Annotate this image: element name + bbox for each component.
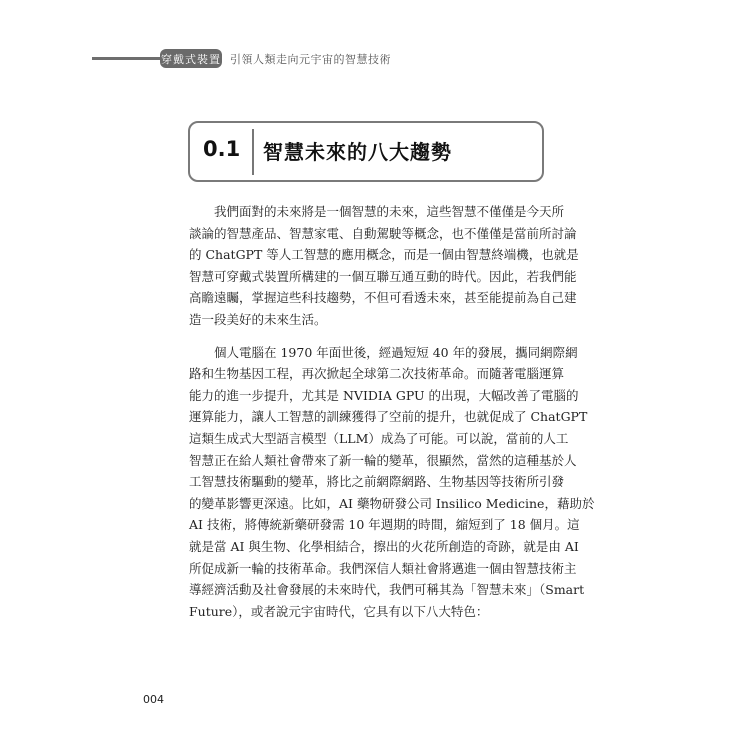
text-line: 的變革影響更深遠。比如，AI 藥物研發公司 Insilico Medicine，藉助於 xyxy=(189,495,595,511)
text-line: 智慧可穿戴式裝置所構建的一個互聯互通互動的時代。因此，若我們能 xyxy=(189,268,577,284)
text-line: AI 技術，將傳統新藥研發需 10 年週期的時間，縮短到了 18 個月。這 xyxy=(189,517,580,533)
section-title: 智慧未來的八大趨勢 xyxy=(263,140,452,164)
text-line: 這類生成式大型語言模型（LLM）成為了可能。可以說，當前的人工 xyxy=(189,430,569,446)
text-line: 個人電腦在 1970 年面世後，經過短短 40 年的發展，攜同網際網 xyxy=(214,344,578,360)
paragraph xyxy=(189,342,595,623)
paragraph xyxy=(189,201,579,331)
text-line: 能力的進一步提升，尤其是 NVIDIA GPU 的出現，大幅改善了電腦的 xyxy=(189,387,579,403)
running-header-title: 引領人類走向元宇宙的智慧技術 xyxy=(230,53,391,66)
text-line: Future），或者說元宇宙時代，它具有以下八大特色： xyxy=(189,603,489,619)
text-line: 運算能力，讓人工智慧的訓練獲得了空前的提升，也就促成了 ChatGPT xyxy=(189,409,588,425)
text-line: 我們面對的未來將是一個智慧的未來，這些智慧不僅僅是今天所 xyxy=(214,204,565,219)
text-line: 的 ChatGPT 等人工智慧的應用概念，而是一個由智慧終端機，也就是 xyxy=(189,247,579,263)
text-line: 談論的智慧產品、智慧家電、自動駕駛等概念，也不僅僅是當前所討論 xyxy=(189,225,577,241)
chapter-tab-label: 穿戴式裝置 xyxy=(161,52,221,66)
text-line: 所促成新一輪的技術革命。我們深信人類社會將邁進一個由智慧技術主 xyxy=(189,560,577,576)
text-line: 造一段美好的未來生活。 xyxy=(189,311,327,327)
text-line: 導經濟活動及社會發展的未來時代，我們可稱其為「智慧未來」（Smart xyxy=(189,582,585,598)
body-text xyxy=(189,201,595,622)
section-divider xyxy=(252,129,254,175)
text-line: 工智慧技術驅動的變革，將比之前網際網路、生物基因等技術所引發 xyxy=(189,474,565,490)
text-line: 高瞻遠矚，掌握這些科技趨勢，不但可看透未來，甚至能提前為自己建 xyxy=(189,290,577,306)
chapter-tab xyxy=(160,49,222,68)
text-line: 就是當 AI 與生物、化學相結合，擦出的火花所創造的奇跡，就是由 AI xyxy=(189,538,579,554)
section-number: 0.1 xyxy=(203,137,241,161)
text-line: 智慧正在給人類社會帶來了新一輪的變革，很顯然，當然的這種基於人 xyxy=(189,452,577,468)
page-number: 004 xyxy=(143,693,164,706)
header-rule xyxy=(92,57,162,60)
text-line: 路和生物基因工程，再次掀起全球第二次技術革命。而隨著電腦運算 xyxy=(189,366,565,382)
